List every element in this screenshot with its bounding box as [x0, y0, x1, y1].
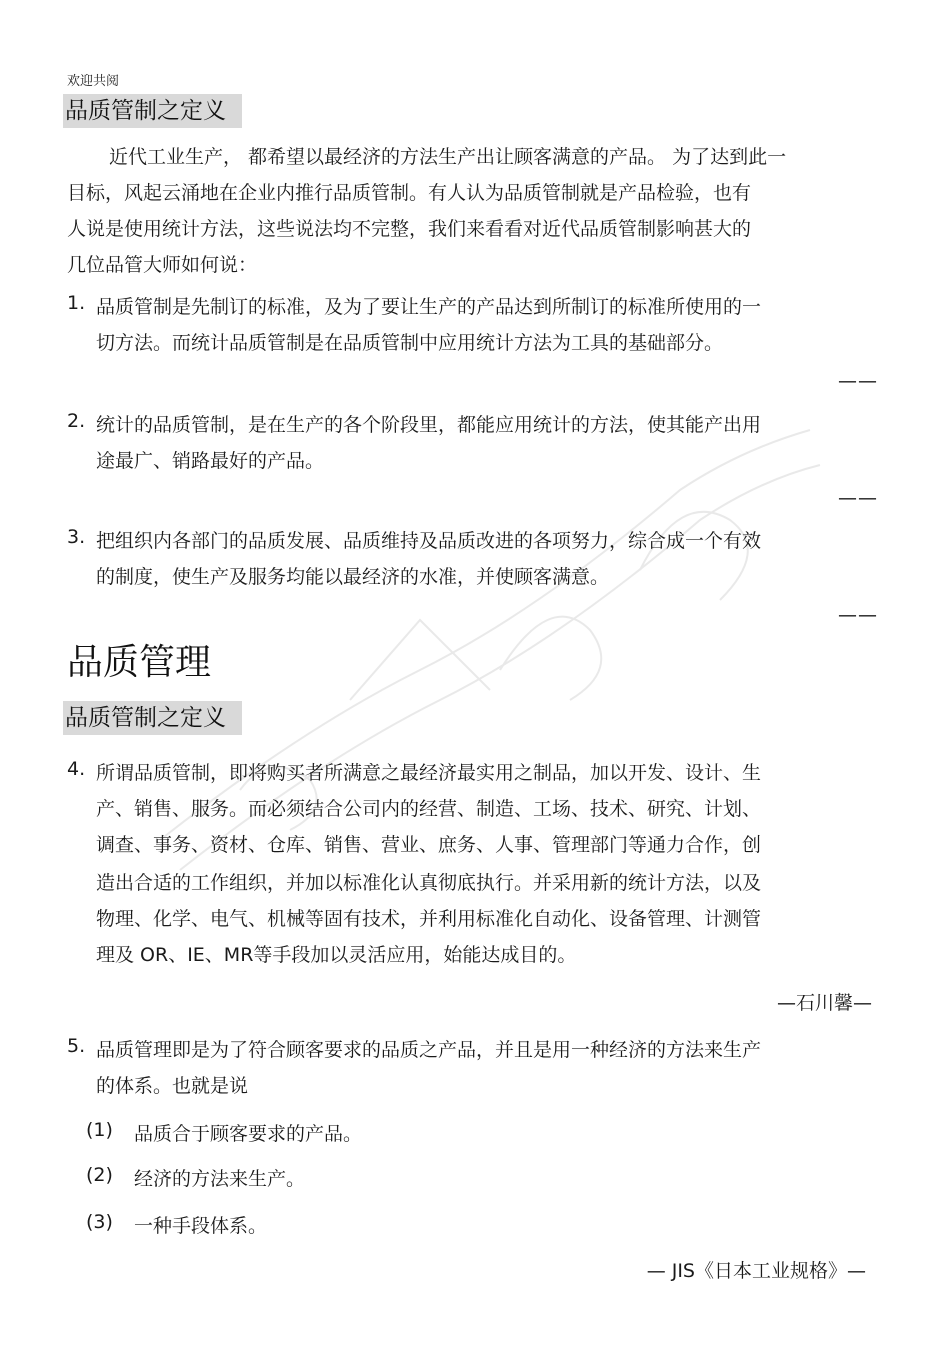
intro-line-2: 目标，风起云涌地在企业内推行品质管制。有人认为品质管制就是产品检验，也有	[67, 182, 752, 204]
list-item-4-number: 4.	[67, 758, 86, 780]
list-item-4-attribution: —石川馨—	[776, 992, 872, 1014]
list-item-4-line-2: 产、销售、服务。而必须结合公司内的经营、制造、工场、技术、研究、计划、	[96, 798, 762, 820]
list-item-5-attribution: — JIS《日本工业规格》—	[646, 1260, 866, 1282]
list-item-4-line-6: 理及 OR、IE、MR等手段加以灵活应用，始能达成目的。	[96, 944, 577, 966]
list-item-3-number: 3.	[67, 526, 86, 548]
header-note: 欢迎共阅	[67, 74, 120, 89]
subitem-2-text: 经济的方法来生产。	[134, 1168, 306, 1190]
list-item-2-line-1: 统计的品质管制，是在生产的各个阶段里，都能应用统计的方法，使其能产出用	[96, 414, 762, 436]
list-item-2-line-2: 途最广、销路最好的产品。	[96, 450, 325, 472]
list-item-3-line-1: 把组织内各部门的品质发展、品质维持及品质改进的各项努力，综合成一个有效	[96, 530, 762, 552]
list-item-5-line-2: 的体系。也就是说	[96, 1075, 249, 1097]
list-item-1-number: 1.	[67, 292, 86, 314]
subitem-1-number: (1)	[86, 1119, 113, 1141]
list-item-5-line-1: 品质管理即是为了符合顾客要求的品质之产品，并且是用一种经济的方法来生产	[96, 1039, 762, 1061]
list-item-4-line-1: 所谓品质管制，即将购买者所满意之最经济最实用之制品，加以开发、设计、生	[96, 762, 762, 784]
list-item-4-line-5: 物理、化学、电气、机械等固有技术，并利用标准化自动化、设备管理、计测管	[96, 908, 762, 930]
intro-line-4: 几位品管大师如何说：	[67, 254, 258, 276]
subitem-3-text: 一种手段体系。	[134, 1215, 268, 1237]
list-item-1-line-1: 品质管制是先制订的标准，及为了要让生产的产品达到所制订的标准所使用的一	[96, 296, 762, 318]
list-item-1-line-2: 切方法。而统计品质管制是在品质管制中应用统计方法为工具的基础部分。	[96, 332, 724, 354]
list-item-3-attribution: ——	[838, 604, 878, 626]
list-item-5-number: 5.	[67, 1035, 86, 1057]
intro-line-3: 人说是使用统计方法，这些说法均不完整，我们来看看对近代品质管制影响甚大的	[67, 218, 752, 240]
list-item-4-line-3: 调查、事务、资材、仓库、销售、营业、庶务、人事、管理部门等通力合作，创	[96, 834, 762, 856]
subitem-2-number: (2)	[86, 1164, 113, 1186]
section-heading-definition-2: 品质管制之定义	[63, 701, 242, 735]
subitem-3-number: (3)	[86, 1211, 113, 1233]
list-item-1-attribution: ——	[838, 370, 878, 392]
list-item-2-number: 2.	[67, 410, 86, 432]
subitem-1-text: 品质合于顾客要求的产品。	[134, 1123, 363, 1145]
list-item-4-line-4: 造出合适的工作组织，并加以标准化认真彻底执行。并采用新的统计方法，以及	[96, 872, 762, 894]
page-title-quality-management: 品质管理	[67, 642, 212, 683]
list-item-2-attribution: ——	[838, 487, 878, 509]
list-item-3-line-2: 的制度，使生产及服务均能以最经济的水准，并使顾客满意。	[96, 566, 610, 588]
section-heading-definition: 品质管制之定义	[63, 94, 242, 128]
intro-line-1: 近代工业生产， 都希望以最经济的方法生产出让顾客满意的产品。 为了达到此一	[109, 146, 787, 168]
